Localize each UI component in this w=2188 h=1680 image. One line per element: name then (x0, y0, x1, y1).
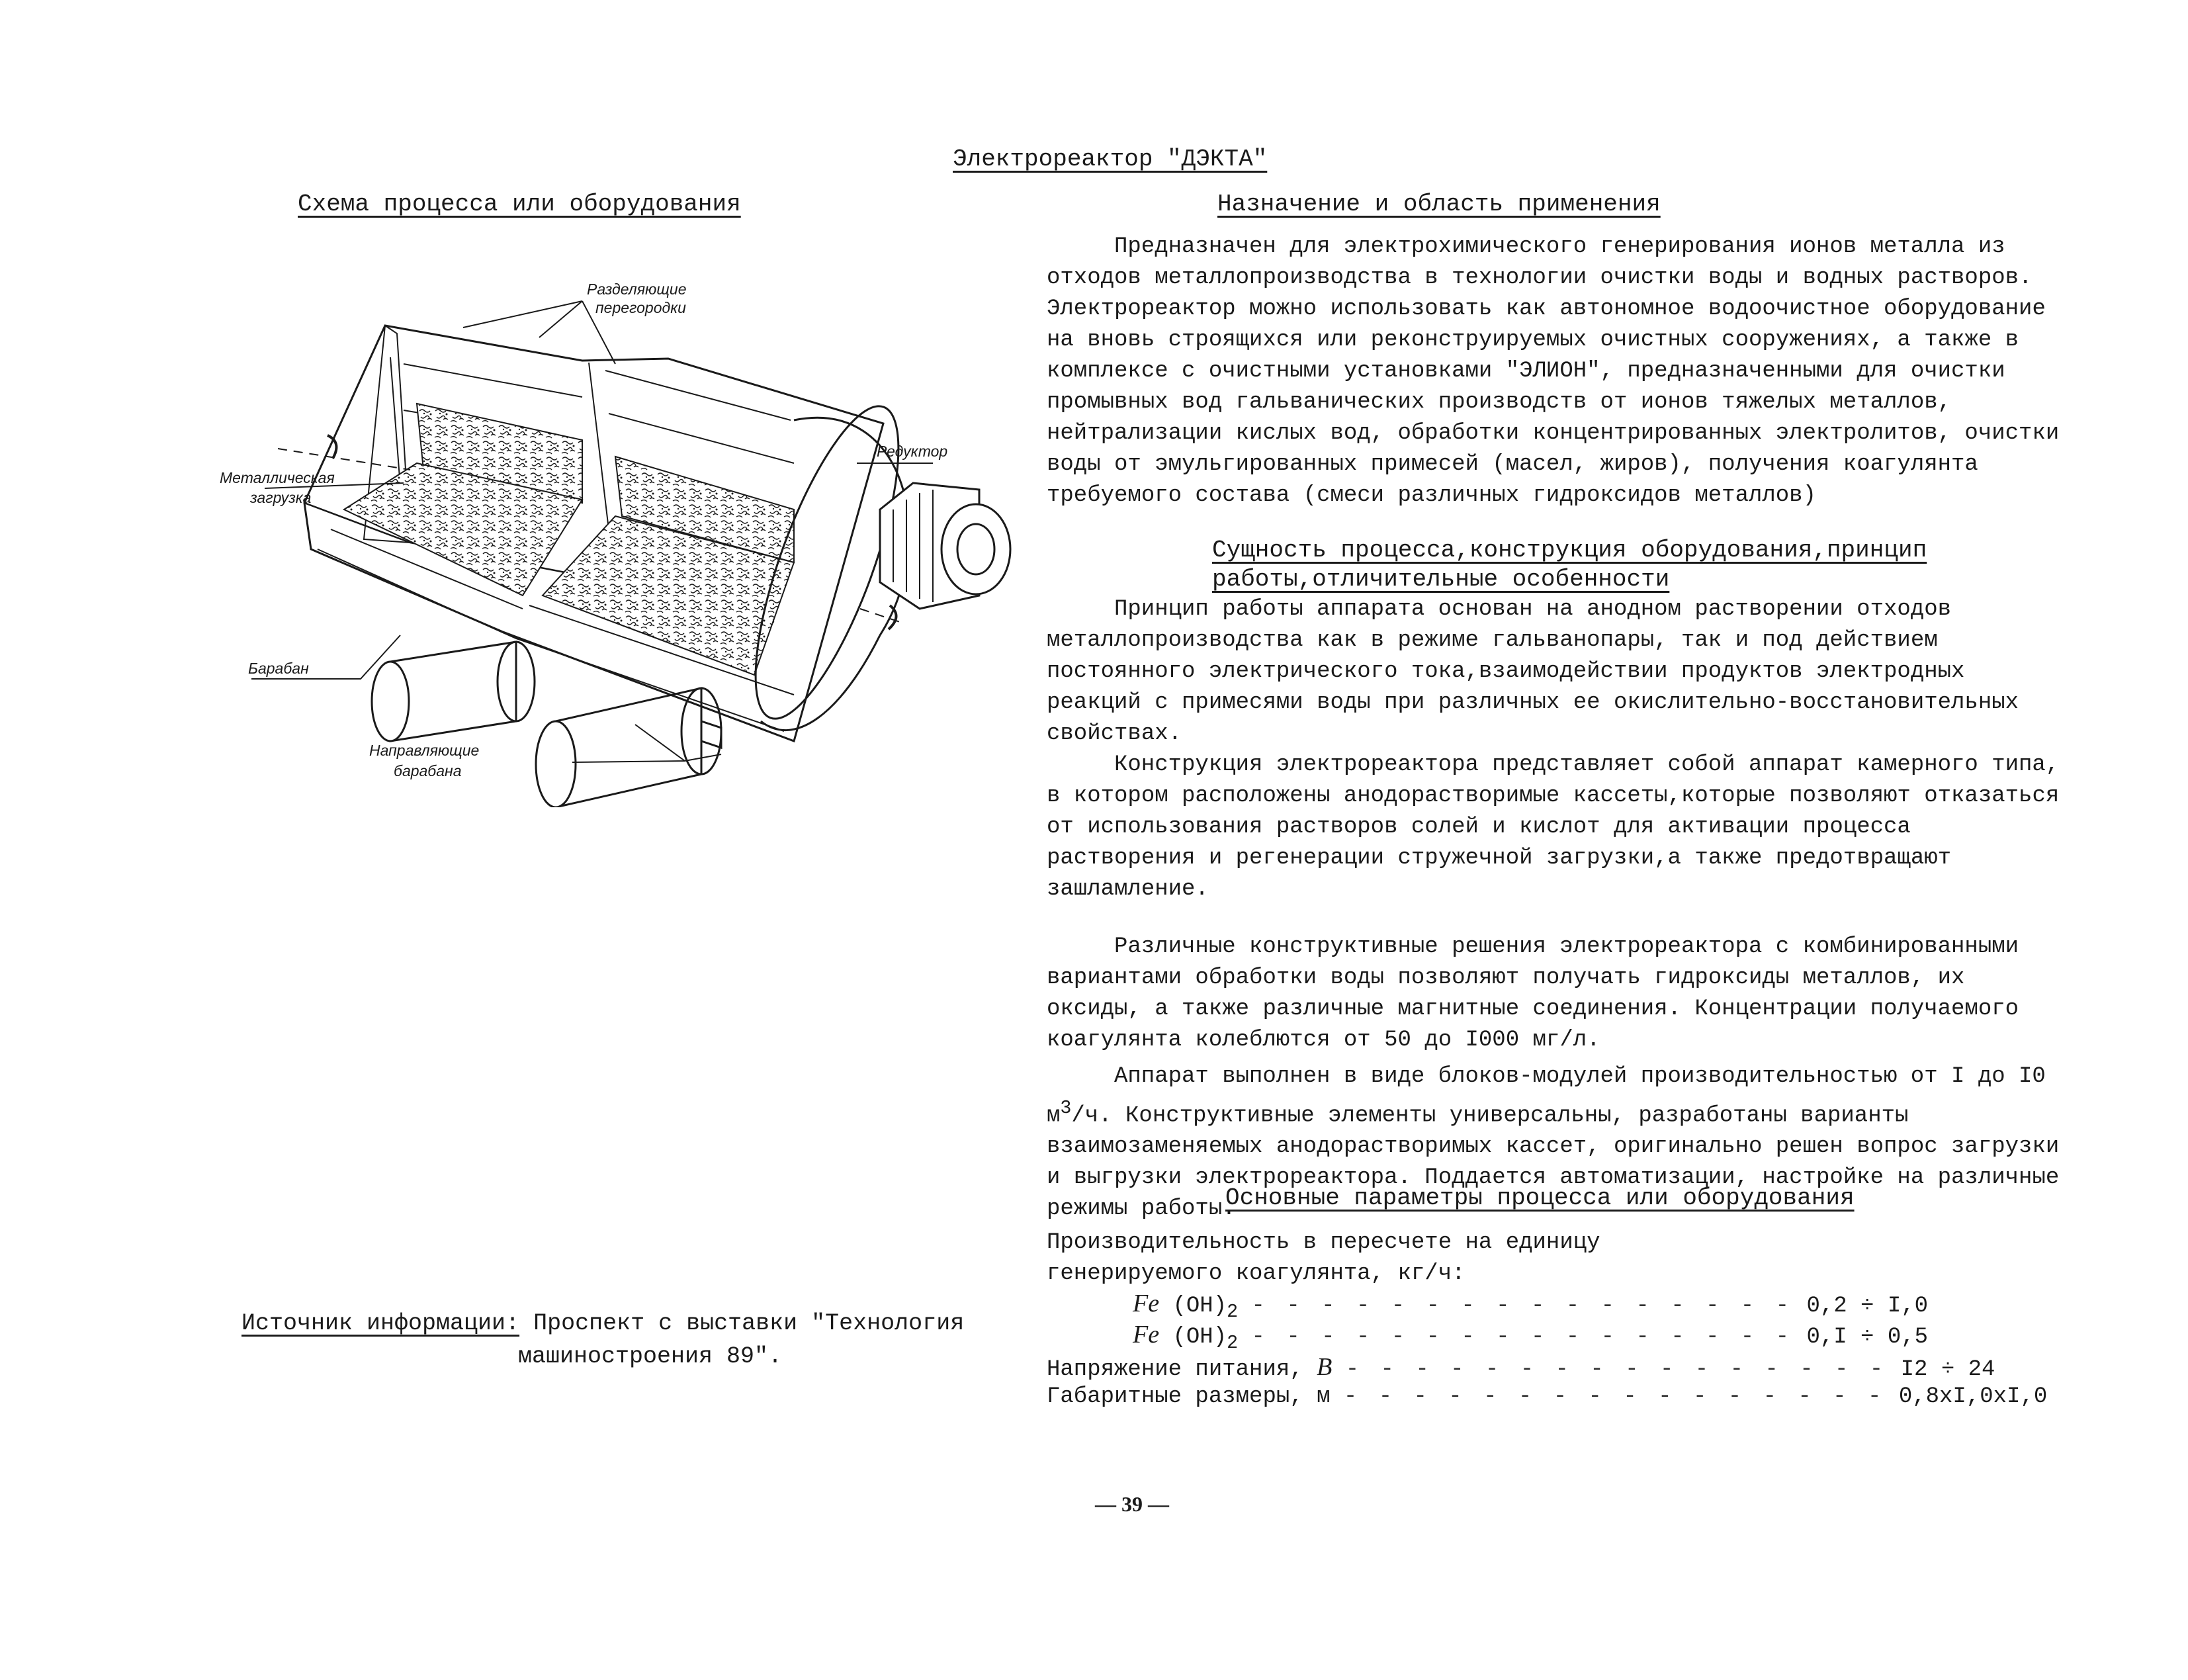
essence-paragraph-4-part-b: /ч. Конструктивные элементы универсальны, разработаны варианты взаимозаменяемых анодорастворимых кассет, оригинально решен вопрос загрузки и выгрузки электрореактора. Поддается автоматизации, настройке на различные режимы работы. (1047, 1103, 2060, 1222)
source-info (241, 1307, 964, 1373)
oh-formula-2: (OH) (1172, 1325, 1227, 1350)
value-fe3: 0,2 ÷ I,0 (1806, 1294, 1929, 1319)
essence-paragraph-1: Принцип работы аппарата основан на анодном растворении отходов металлопроизводства как в режиме гальванопары, так и под действием постоянного электрического тока,взаимодействии продуктов электродных реакций с примесями воды при различных ее окислительно-восстановительных свойствах. (1047, 597, 2019, 746)
essence-section (1047, 536, 2066, 1225)
label-metal-load-1: Металлическая (220, 469, 335, 486)
params-intro-line-1: Производительность в пересчете на единицу (1047, 1230, 1600, 1255)
essence-heading (1047, 536, 2066, 594)
electroreactor-diagram (212, 265, 1032, 807)
page-number: — 39 — (1095, 1492, 1169, 1516)
essence-heading-line-2: работы,отличительные особенности (1212, 566, 1670, 593)
oh-formula-1: (OH) (1172, 1294, 1227, 1319)
source-text-1: Проспект с выставки "Технология (533, 1310, 965, 1337)
label-partitions-2: перегородки (595, 299, 686, 316)
fe-symbol-1: Fe (1133, 1290, 1160, 1317)
leader-dots-1: - - - - - - - - - - - - - - - - (1251, 1294, 1794, 1319)
param-row-fe3 (1133, 1289, 1928, 1323)
params-heading: Основные параметры процесса или оборудования (1225, 1184, 1855, 1212)
param-row-dimensions (1047, 1384, 2047, 1409)
source-label: Источник информации: (241, 1310, 520, 1337)
label-reducer: Редуктор (877, 443, 948, 460)
params-intro-line-2: генерируемого коагулянта, кг/ч: (1047, 1261, 1466, 1286)
param-row-fe2 (1133, 1320, 1928, 1354)
source-text-2: машиностроения 89". (518, 1343, 783, 1370)
document-title: Электрореактор "ДЭКТА" (953, 146, 1268, 173)
leader-dots-4: - - - - - - - - - - - - - - - - (1343, 1384, 1886, 1409)
essence-paragraph-2: Конструкция электрореактора представляет собой аппарат камерного типа, в котором расположены анодорастворимые кассеты,которые позволяют отказаться от использования растворов солей и кислот для активации процесса растворения и регенерации стружечной загрузки,а также предотвращают зашламление. (1047, 752, 2060, 902)
value-voltage: I2 ÷ 24 (1900, 1357, 1995, 1382)
oh-subscript-1: 2 (1227, 1300, 1239, 1323)
label-metal-load-2: загрузка (250, 489, 312, 506)
params-intro (1047, 1227, 1600, 1290)
value-fe2: 0,I ÷ 0,5 (1806, 1325, 1929, 1350)
oh-subscript-2: 2 (1227, 1331, 1239, 1354)
fe-symbol-2: Fe (1133, 1321, 1160, 1348)
purpose-section (1047, 232, 2066, 511)
purpose-text: Предназначен для электрохимического генерирования ионов металла из отходов металлопроизводства в технологии очистки воды и водных растворов. Электрореактор можно использовать как автономное водоочистное оборудование на вновь строящихся или реконструируемых очистных сооружениях, а также в комплексе с очистными установками "ЭЛИОН", предназначенными для очистки промывных вод гальванических производств от ионов тяжелых металлов, нейтрализации кислых вод, обработки концентрированных электролитов, очистки воды от эмульгированных примесей (масел, жиров), получения коагулянта требуемого состава (смеси различных гидроксидов металлов) (1047, 234, 2060, 508)
essence-paragraph-4-part-a: Аппарат выполнен в виде блоков-модулей производительностью от I до I0 м (1047, 1064, 2046, 1129)
voltage-unit: В (1317, 1353, 1333, 1381)
reducer (880, 483, 1010, 609)
essence-heading-line-1: Сущность процесса,конструкция оборудования,принцип (1212, 537, 1927, 564)
leader-dots-2: - - - - - - - - - - - - - - - - (1251, 1325, 1794, 1350)
purpose-heading: Назначение и область применения (1217, 191, 1661, 218)
value-dimensions: 0,8xI,0xI,0 (1898, 1384, 2048, 1409)
essence-paragraph-3: Различные конструктивные решения электрореактора с комбинированными вариантами обработки воды позволяют получать гидроксиды металлов, их оксиды, а также различные магнитные соединения. Концентрации получаемого коагулянта колеблются от 50 до I000 мг/л. (1047, 934, 2019, 1053)
label-guides-1: Направляющие (369, 742, 480, 759)
label-partitions-1: Разделяющие (587, 281, 687, 298)
param-row-voltage (1047, 1352, 1995, 1382)
cubic-superscript: 3 (1060, 1097, 1072, 1119)
scheme-heading: Схема процесса или оборудования (298, 191, 741, 218)
voltage-label: Напряжение питания, (1047, 1357, 1303, 1382)
label-drum: Барабан (248, 660, 309, 677)
label-guides-2: барабана (394, 762, 462, 779)
leader-dots-3: - - - - - - - - - - - - - - - - (1345, 1357, 1888, 1382)
dimensions-label: Габаритные размеры, м (1047, 1384, 1331, 1409)
